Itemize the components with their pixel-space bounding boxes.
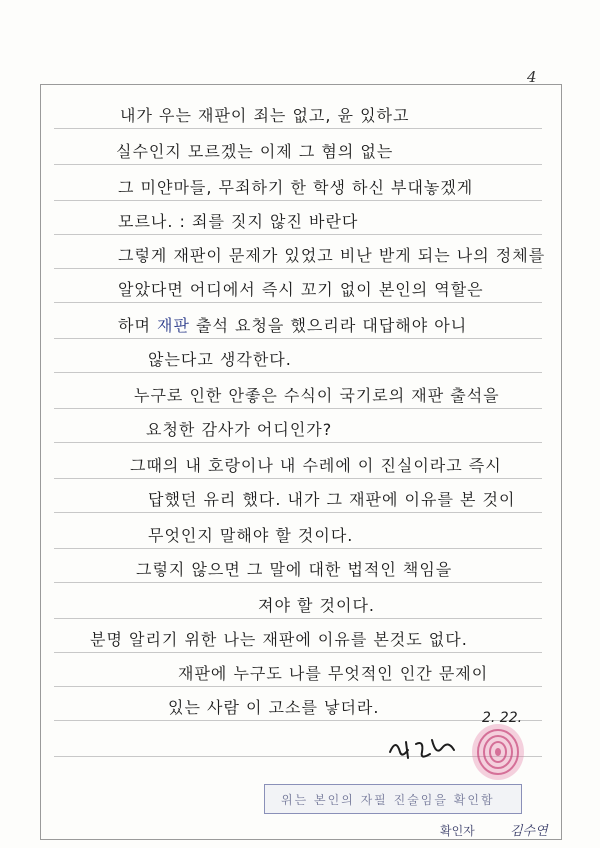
handwritten-line-13: 무엇인지 말해야 할 것이다. [148,526,354,545]
stamp-text: 위는 본인의 자필 진술임을 확인함 [281,793,495,807]
ruled-line [54,372,542,373]
handwritten-line-8: 않는다고 생각한다. [148,350,292,369]
handwritten-line-9: 누구로 인한 안좋은 수식이 국기로의 재판 출석을 [134,386,500,405]
handwritten-line-2: 실수인지 모르겠는 이제 그 혐의 없는 [116,142,394,161]
handwritten-line-6: 알았다면 어디에서 즉시 꼬기 없이 본인의 역할은 [118,280,484,299]
handwritten-line-11: 그때의 내 호랑이나 내 수레에 이 진실이라고 즉시 [130,456,502,475]
handwritten-line-14: 그렇지 않으면 그 말에 대한 법적인 책임을 [136,560,453,579]
confirmer-signature: 김수연 [510,824,548,839]
fingerprint-seal [466,720,530,784]
handwritten-line-18: 있는 사람 이 고소를 낳더라. [168,698,380,717]
handwritten-line-1: 내가 우는 재판이 죄는 없고, 윤 있하고 [120,106,410,125]
confirmation-stamp [264,784,522,814]
handwritten-line-17: 재판에 누구도 나를 무엇적인 인간 문제이 [178,664,489,683]
handwritten-line-7: 하며 재판 출석 요청을 했으리라 대답해야 아니 [118,316,468,335]
handwritten-line-4: 모르나. : 죄를 짓지 않진 바란다 [118,212,359,231]
handwritten-line-10: 요청한 감사가 어디인가? [146,420,333,439]
page-number: 4 [527,68,537,86]
date: 2. 22. [482,710,523,726]
handwritten-line-16: 분명 알리기 위한 나는 재판에 이유를 본것도 없다. [90,630,468,649]
confirmer-label: 확인자 [440,824,475,838]
handwritten-line-3: 그 미얀마들, 무죄하기 한 학생 하신 부대놓겠게 [118,178,474,197]
handwritten-line-15: 져야 할 것이다. [258,596,375,615]
blue-ink-word: 재판 [157,316,190,335]
handwritten-signature [386,734,466,762]
handwritten-line-12: 답했던 유리 했다. 내가 그 재판에 이유를 본 것이 [148,490,516,509]
handwritten-line-5: 그렇게 재판이 문제가 있었고 비난 받게 되는 나의 정체를 [118,246,546,265]
